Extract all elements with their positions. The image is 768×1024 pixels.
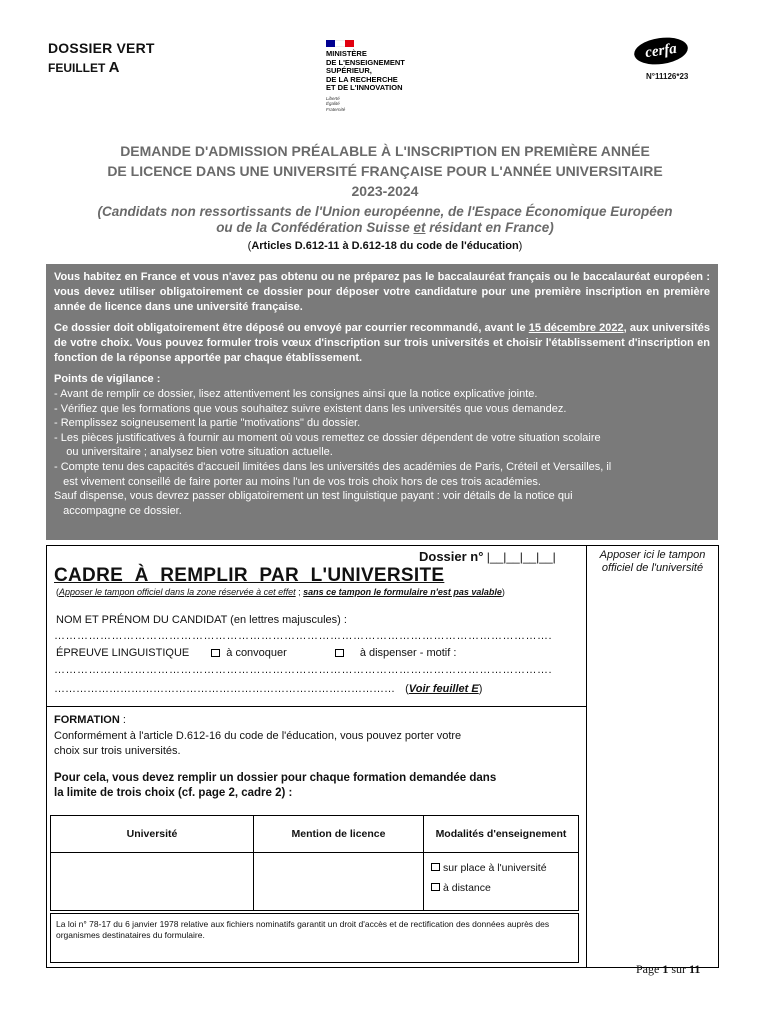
sur-place-checkbox[interactable] (431, 863, 440, 871)
stamp-instruction-text: Apposer le tampon officiel dans la zone réservée à cet effet (59, 587, 296, 597)
a-distance-checkbox[interactable] (431, 883, 440, 891)
formation-colon: : (119, 714, 126, 726)
cerfa-logo: cerfa (632, 34, 689, 67)
modalite-option[interactable] (431, 858, 571, 878)
modalite-option[interactable] (431, 878, 571, 898)
candidate-name-field[interactable]: …………………………………………………………………………………………………………………. (54, 630, 553, 642)
dispenser-label: à dispenser - motif : (359, 647, 457, 659)
instruction-line: Pour cela, vous devez remplir un dossier pour chaque formation demandée dans (54, 772, 497, 784)
ministry-line: DE LA RECHERCHE (326, 74, 398, 84)
legal-articles (40, 240, 730, 252)
list-item: - Les pièces justificatives à fournir au moment où vous remettez ce dossier dépendent de votre situation scolaire (54, 431, 601, 444)
ministry-line: DE L'ENSEIGNEMENT (326, 57, 405, 67)
rule-line: Conformément à l'article D.612-16 du code de l'éducation, vous pouvez porter votre (54, 730, 462, 742)
list-item: - Avant de remplir ce dossier, lisez attentivement les consignes ainsi que la notice explicative jointe. (54, 388, 538, 400)
dossier-header (48, 40, 155, 76)
mention-cell[interactable] (254, 853, 424, 911)
title-line: DE LICENCE DANS UNE UNIVERSITÉ FRANÇAISE POUR L'ANNÉE UNIVERSITAIRE (107, 163, 663, 179)
ministry-line: MINISTÈRE (326, 49, 367, 58)
instructions-box (46, 264, 718, 540)
test-notice: accompagne ce dossier. (54, 504, 182, 517)
table-row (51, 853, 579, 911)
paren: ( (405, 683, 409, 695)
title-year: 2023-2024 (351, 183, 419, 199)
dossier-number-label: Dossier n° (419, 549, 484, 564)
ministry-line: ET DE L'INNOVATION (326, 83, 403, 93)
page-total: 11 (689, 962, 701, 976)
flag-icon (326, 40, 354, 47)
data-protection-notice: La loi n° 78-17 du 6 janvier 1978 relative aux fichiers nominatifs garantit un droit d'accès et de rectification des données auprès des organismes destinataires du formulaire. (50, 913, 579, 963)
feuillet-prefix: FEUILLET (48, 61, 106, 75)
candidate-name-label: NOM ET PRÉNOM DU CANDIDAT (en lettres majuscules) : (56, 614, 347, 626)
instruction-line: la limite de trois choix (cf. page 2, cadre 2) : (54, 787, 293, 799)
motto-line: Fraternité (326, 106, 346, 112)
deadline-text: , aux universités de votre choix. Vous pouvez formuler trois vœux d'inscription sur trois universités et choisir l'établissement d'inscription en fonction de la réponse apportée par chaque établissement. (54, 322, 710, 364)
page-number (636, 962, 700, 977)
formation-label: FORMATION (54, 714, 120, 726)
modalites-cell (424, 853, 579, 911)
mention-column-header: Mention de licence (254, 816, 424, 853)
form-title (40, 141, 730, 201)
paren: ) (501, 587, 505, 597)
form-subtitle (40, 204, 730, 236)
paren: ( (247, 240, 252, 252)
paren: ( (56, 587, 59, 597)
test-notice: Sauf dispense, vous devrez passer obligatoirement un test linguistique payant : voir détails de la notice qui (54, 490, 573, 503)
feuillet-label (48, 59, 155, 76)
page-current: 1 (662, 962, 669, 976)
ministry-logo (326, 40, 405, 112)
vigilance-list (54, 387, 710, 489)
ministry-name (326, 50, 405, 93)
subtitle-underlined: et (413, 220, 426, 235)
page-sep: sur (668, 962, 689, 976)
title-line: DEMANDE D'ADMISSION PRÉALABLE À L'INSCRIPTION EN PREMIÈRE ANNÉE (120, 143, 650, 159)
page-prefix: Page (636, 962, 663, 976)
feuillet-e-row (54, 683, 482, 695)
a-distance-label: à distance (443, 882, 491, 894)
dispense-reason-field[interactable]: …………………………………………………………………………………………………………………. (54, 664, 553, 676)
voir-feuillet-link[interactable]: Voir feuillet E (408, 683, 479, 695)
language-test-row (54, 647, 456, 659)
list-item: - Compte tenu des capacités d'accueil limitées dans les universités des académies de Paris, Créteil et Versailles, il (54, 460, 612, 473)
subtitle-line (40, 220, 730, 236)
dossier-number-field[interactable] (419, 549, 556, 564)
stamp-area: Apposer ici le tampon officiel de l'université (587, 545, 719, 968)
instructions-paragraph: Vous habitez en France et vous n'avez pas obtenu ou ne préparez pas le baccalauréat français ou le baccalauréat européen : vous devez utiliser obligatoirement ce dossier pour déposer votre candidature pour une première inscription en première année de licence dans une université française. (54, 271, 710, 313)
motto-line: Égalité (326, 101, 340, 107)
separator: ; (295, 587, 304, 597)
republic-motto (326, 96, 405, 113)
cerfa-number: N°11126*23 (646, 72, 689, 81)
divider (46, 706, 587, 707)
stamp-warning: sans ce tampon le formulaire n'est pas valable (303, 587, 502, 597)
rule-line: choix sur trois universités. (54, 745, 181, 757)
dispenser-checkbox[interactable] (335, 649, 344, 657)
instructions-deadline (54, 321, 710, 366)
list-item: est vivement conseillé de faire porter au moins l'un de vos trois choix hors de ces trois académies. (54, 475, 541, 488)
university-column-header: Université (51, 816, 254, 853)
dossier-vert-label: DOSSIER VERT (48, 40, 155, 56)
motto-line: Liberté (326, 95, 340, 101)
subtitle-part: ou de la Confédération Suisse (216, 220, 414, 235)
paren: ) (478, 683, 483, 695)
formation-table (50, 815, 579, 911)
language-test-label: ÉPREUVE LINGUISTIQUE (56, 647, 190, 659)
formation-rule (54, 729, 574, 759)
articles-text: Articles D.612-11 à D.612-18 du code de l'éducation (251, 240, 519, 252)
dossier-number-slots[interactable]: |__|__|__|__| (483, 550, 556, 564)
formation-heading (54, 714, 126, 726)
formation-instructions (54, 771, 574, 801)
subtitle-line: (Candidats non ressortissants de l'Union européenne, de l'Espace Économique Européen (97, 204, 673, 219)
modalites-column-header: Modalités d'enseignement (424, 816, 579, 853)
convoquer-checkbox[interactable] (211, 649, 220, 657)
paren: ) (518, 240, 523, 252)
convoquer-label: à convoquer (226, 647, 287, 659)
sur-place-label: sur place à l'université (443, 862, 547, 874)
feuillet-e-field[interactable]: ………………………………………………………………………………… (54, 683, 395, 695)
list-item: ou universitaire ; analysez bien votre situation actuelle. (54, 446, 333, 459)
feuillet-letter: A (108, 59, 120, 76)
stamp-instructions (56, 587, 505, 597)
ministry-line: SUPÉRIEUR, (326, 66, 372, 76)
subtitle-part: résidant en France) (425, 220, 554, 235)
vigilance-title: Points de vigilance : (54, 373, 161, 385)
deadline-text: Ce dossier doit obligatoirement être déposé ou envoyé par courrier recommandé, avant le (54, 322, 529, 334)
list-item: - Remplissez soigneusement la partie "motivations" du dossier. (54, 417, 361, 430)
table-header-row (51, 816, 579, 853)
university-cell[interactable] (51, 853, 254, 911)
list-item: - Vérifiez que les formations que vous souhaitez suivre existent dans les universités que vous demandez. (54, 402, 567, 415)
deadline-date: 15 décembre 2022 (528, 322, 624, 334)
cadre-title: CADRE À REMPLIR PAR L'UNIVERSITE (54, 565, 445, 586)
